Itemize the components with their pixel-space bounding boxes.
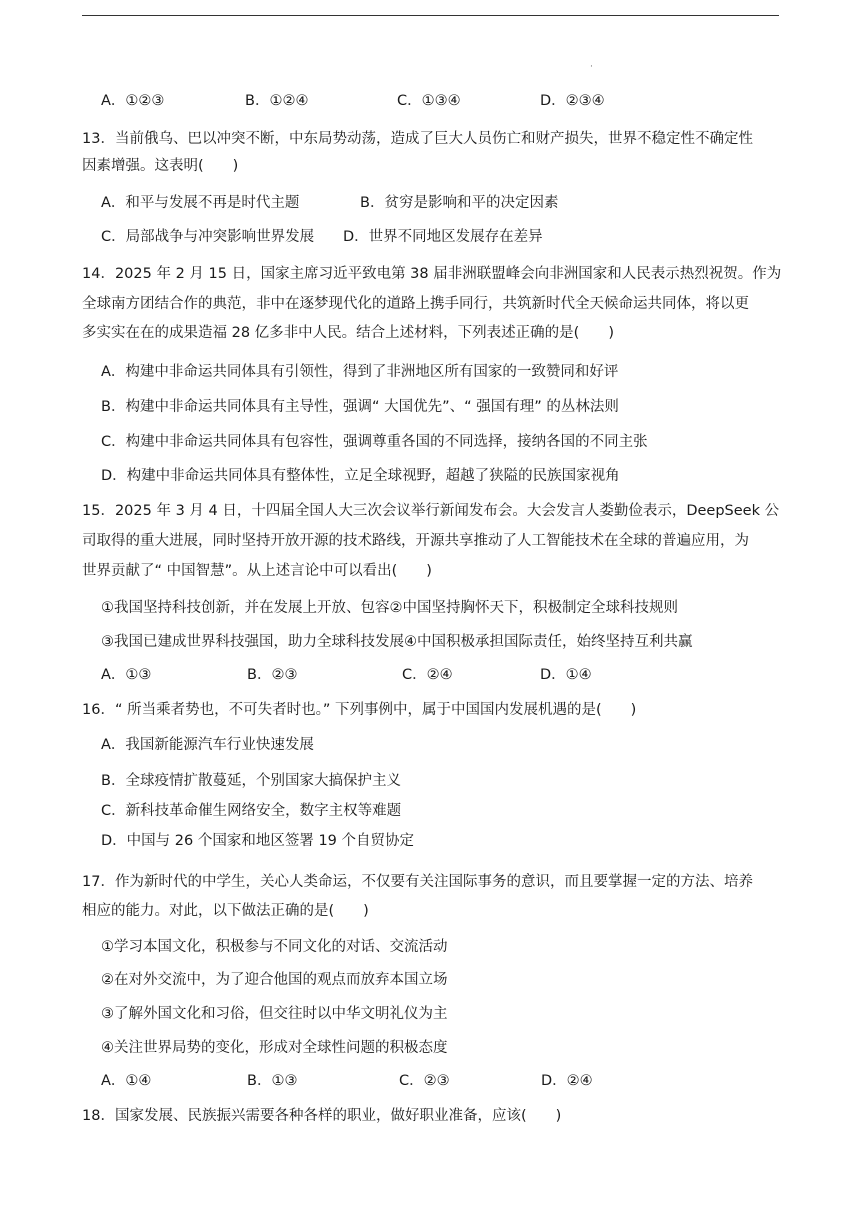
option-d[interactable]: D．中国与 26 个国家和地区签署 19 个自贸协定 [101,833,415,849]
header-rule [82,15,779,16]
option-d[interactable]: D．构建中非命运共同体具有整体性，立足全球视野，超越了狭隘的民族国家视角 [101,468,620,484]
option-b[interactable]: B．②③ [247,667,298,683]
statement: ③我国已建成世界科技强国，助力全球科技发展④中国积极承担国际责任，始终坚持互利共赢 [101,634,693,650]
statement: ②在对外交流中，为了迎合他国的观点而放弃本国立场 [101,972,448,988]
option-c[interactable]: C．②③ [399,1073,450,1089]
option-b[interactable]: B．①③ [247,1073,298,1089]
statement: ④关注世界局势的变化，形成对全球性问题的积极态度 [101,1040,448,1056]
question-text: 世界贡献了“ 中国智慧”。从上述言论中可以看出( ) [82,563,432,579]
question-text: 全球南方团结合作的典范，非中在逐梦现代化的道路上携手同行，共筑新时代全天候命运共同体，将以更 [82,296,749,312]
option-c[interactable]: C．①③④ [397,93,461,109]
option-b[interactable]: B．构建中非命运共同体具有主导性，强调“ 大国优先”、“ 强国有理” 的丛林法则 [101,399,619,415]
option-b[interactable]: B．贫穷是影响和平的决定因素 [360,195,559,211]
question-text: 15．2025 年 3 月 4 日，十四届全国人大三次会议举行新闻发布会。大会发言人娄勤俭表示，DeepSeek 公 [82,503,780,519]
question-text: 13．当前俄乌、巴以冲突不断，中东局势动荡，造成了巨大人员伤亡和财产损失，世界不稳定性不确定性 [82,131,753,147]
question-text: 14．2025 年 2 月 15 日，国家主席习近平致电第 38 届非洲联盟峰会向非洲国家和人民表示热烈祝贺。作为 [82,266,782,282]
option-a[interactable]: A．①②③ [101,93,165,109]
statement: ①学习本国文化，积极参与不同文化的对话、交流活动 [101,939,448,955]
question-text: 17．作为新时代的中学生，关心人类命运，不仅要有关注国际事务的意识，而且要掌握一定的方法、培养 [82,874,753,890]
option-a[interactable]: A．我国新能源汽车行业快速发展 [101,737,314,753]
stray-mark: · [590,62,593,72]
option-d[interactable]: D．①④ [540,667,592,683]
option-b[interactable]: B．①②④ [245,93,309,109]
option-c[interactable]: C．②④ [402,667,453,683]
option-b[interactable]: B．全球疫情扩散蔓延，个别国家大搞保护主义 [101,773,401,789]
option-d[interactable]: D．②④ [541,1073,593,1089]
option-a[interactable]: A．构建中非命运共同体具有引领性，得到了非洲地区所有国家的一致赞同和好评 [101,364,619,380]
option-c[interactable]: C．新科技革命催生网络安全，数字主权等难题 [101,803,402,819]
option-a[interactable]: A．和平与发展不再是时代主题 [101,195,300,211]
option-c[interactable]: C．构建中非命运共同体具有包容性，强调尊重各国的不同选择，接纳各国的不同主张 [101,434,648,450]
question-text: 16．“ 所当乘者势也，不可失者时也。” 下列事例中，属于中国国内发展机遇的是( ) [82,702,637,718]
question-text: 相应的能力。对此，以下做法正确的是( ) [82,903,369,919]
question-text: 18．国家发展、民族振兴需要各种各样的职业，做好职业准备，应该( ) [82,1108,562,1124]
question-text: 司取得的重大进展，同时坚持开放开源的技术路线，开源共享推动了人工智能技术在全球的普遍应用，为 [82,533,749,549]
option-d[interactable]: D．世界不同地区发展存在差异 [343,229,543,245]
statement: ③了解外国文化和习俗，但交往时以中华文明礼仪为主 [101,1006,448,1022]
option-d[interactable]: D．②③④ [540,93,605,109]
option-c[interactable]: C．局部战争与冲突影响世界发展 [101,229,315,245]
option-a[interactable]: A．①④ [101,1073,152,1089]
question-text: 多实实在在的成果造福 28 亿多非中人民。结合上述材料，下列表述正确的是( ) [82,325,614,341]
option-a[interactable]: A．①③ [101,667,152,683]
question-text: 因素增强。这表明( ) [82,158,239,174]
statement: ①我国坚持科技创新，并在发展上开放、包容②中国坚持胸怀天下，积极制定全球科技规则 [101,600,678,616]
